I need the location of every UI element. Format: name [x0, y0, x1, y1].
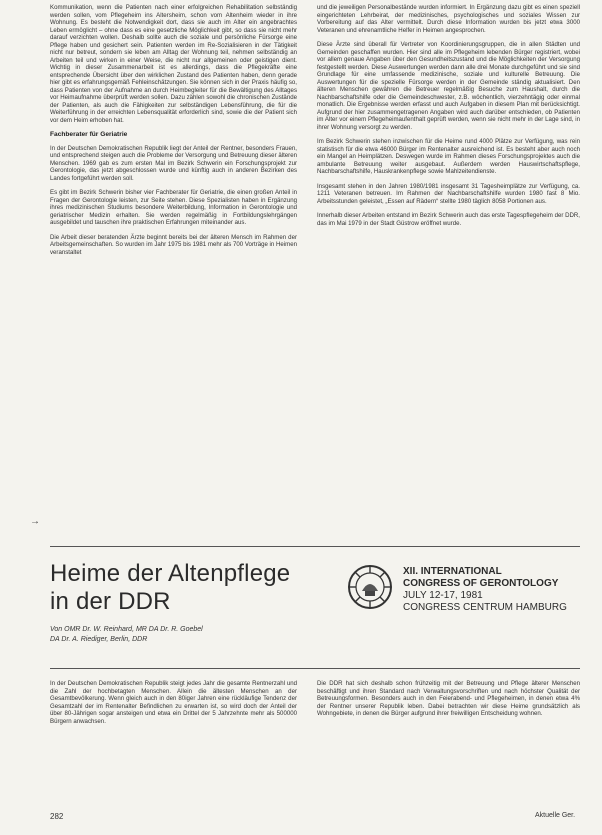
author-line: DA Dr. A. Riediger, Berlin, DDR [50, 636, 148, 643]
paragraph: Die DDR hat sich deshalb schon frühzeitig mit der Betreuung und Pflege älterer Menschen beschäftigt und ihren Standard nach Verwaltungsvorschriften und nach höchster Qualität der Betreuungsformen. Besonders auch in den Feierabend- und Pflegeheimen, in denen etwa 4% der Rentner unserer Republik leben. Dabei betrachten wir diese Heime grundsätzlich als Wohngebiete, in denen die Bürger aufgrund ihrer freiwilligen Entscheidung wohnen. [317, 680, 580, 717]
paragraph: In der Deutschen Demokratischen Republik liegt der Anteil der Rentner, besonders Frauen, und entsprechend steigen auch die Probleme der Versorgung und Betreuung dieser älteren Menschen. 1969 gab es zum ersten Mal im Bezirk Schwerin ein Forschungsprojekt zur Gerontologie, das jetzt abgeschlossen wurde und künftig auch in anderen Bezirken des Landes fortgeführt werden soll. [50, 144, 297, 182]
paragraph: Kommunikation, wenn die Patienten nach einer erfolgreichen Rehabilitation selbständig werden sollen, vom Pflegeheim ins Altersheim, schon vom Altenheim wieder in ihre Wohnung. Es besteht die Notwendigkeit dort, dass sie auch im Alter ein angebrachtes Leben ermöglicht – ohne dass es eine gesetzliche Möglichkeit gibt, so dass sie nicht mehr darauf verzichten wollen. Deshalb sollte auch die soziale und persönliche Fürsorge eine Pflege haben und gesichert sein. Patienten werden im Re-Sozialisieren in der Tätigkeit nicht nur betreut, sondern sie leben am Alltag der Wohnung teil, nehmen selbständig an Arbeiten teil und wirken in einer Weise, die nicht nur allgemeinen oder geistigen dient. Wichtig in dieser Zusammenarbeit ist es allerdings, dass die Pflegekräfte eine entsprechende Übersicht über den wirklichen Zustand des Patienten haben, denn gerade hier gibt es erfahrungsgemäß Fehleinschätzungen. Sie können sich in der Praxis häufig so, dass Patienten von der Aufnahme an durch Heimbegleiter für die Bewältigung des Alltages vor Heimaufnahme überprüft werden sollen. Dazu zählen sowohl die chronischen Zustände der Patienten, als auch die Fähigkeiten zur selbständigen Lebensführung, die für die Weiterführung in der erreichten Lebensqualität erforderlich sind, sowie die der Patient sich vor dem Heim erhoben hat. [50, 4, 297, 124]
divider [50, 668, 580, 669]
congress-logo-icon [346, 563, 394, 611]
journal-reference: Aktuelle Ger. [535, 812, 576, 819]
paragraph: Die Arbeit dieser beratenden Ärzte beginnt bereits bei der älteren Mensch im Rahmen der Arbeitsgemeinschaften. So wurden im Jahr 1975 bis 1981 mehr als 700 Vorträge in Heimen veranstaltet [50, 233, 297, 256]
congress-line: CONGRESS CENTRUM HAMBURG [403, 602, 567, 613]
congress-line: CONGRESS OF GERONTOLOGY [403, 578, 559, 589]
paragraph: Insgesamt stehen in den Jahren 1980/1981 insgesamt 31 Tagesheimplätze zur Verfügung, ca. 1211 Veteranen betreuen. Im Rahmen der Nachbarschaftshilfe wurden 1980 fast 8 Mio. Arbeitsstunden geleistet, „Essen auf Rädern“ stellte 1980 täglich 8058 Portionen aus. [317, 182, 580, 205]
paragraph: Diese Ärzte sind überall für Vertreter von Koordinierungsgruppen, die in allen Städten und Gemeinden geschaffen wurden. Hier sind alle im Pflegeheim lebenden Bürger registriert, wobei vor allem genaue Angaben über den Gesundheitszustand und die Möglichkeiten der Versorgung festgestellt werden. Diese Auswertungen werden dann alle drei Monate durchgeführt und sie sind Grundlage für eine umfassende medizinische, soziale und kulturelle Betreuung. Die Auswertungen für die spezielle Fürsorge werden in der Gemeinde ständig aktualisiert. Den älteren Menschen gewähren die Betreuer regelmäßig Besuche zum Haushalt, durch die Nachbarschaftshilfe oder die Gemeindeschwester, z.B. wöchentlich, vierzehntägig oder einmal monatlich. Die Ergebnisse werden erfasst und auch Aufgaben in diesem Plan mit berücksichtigt. Aufgrund der hier zusammengetragenen Angaben wird auch darüber entschieden, ob Patienten im Alter vor einem Pflegeheimaufenthalt geprüft werden, wenn sie nicht mehr in der Lage sind, in ihrer Wohnung versorgt zu werden. [317, 41, 580, 131]
left-column-bottom [50, 680, 297, 732]
paragraph: Innerhalb dieser Arbeiten entstand im Bezirk Schwerin auch das erste Tagespflegeheim der DDR, das im Mai 1979 in der Stadt Güstrow eröffnet wurde. [317, 212, 580, 227]
divider [50, 546, 580, 547]
page-number: 282 [50, 812, 64, 821]
author-line: Von OMR Dr. W. Reinhard, MR DA Dr. R. Goebel [50, 626, 203, 633]
article-authors [50, 625, 350, 645]
paragraph: und die jeweiligen Personalbestände wurden informiert. In Ergänzung dazu gibt es einen speziell eingerichteten Lehrbeirat, der medizinisches, psychologisches und soziales Wissen zur Vorbereitung auf das Alter vermittelt. Durch diese Information wurden bis jetzt etwa 3000 Veteranen und ehrenamtliche Helfer in Heimen angesprochen. [317, 4, 580, 34]
section-heading: Fachberater für Geriatrie [50, 131, 128, 138]
left-column-top [50, 4, 297, 263]
margin-arrow-icon: → [30, 516, 40, 527]
paragraph: In der Deutschen Demokratischen Republik steigt jedes Jahr die gesamte Rentnerzahl und die Zahl der hochbetagten Menschen. Allein die ältesten Menschen an der Gesamtbevölkerung. Wenn gleich auch in den 80iger Jahren eine rückläufige Tendenz der Gesamtzahl der im Rentenalter Befindlichen zu erwarten ist, so wird doch der Anteil der über 80-Jährigen sogar ansteigen und etwa ein Drittel der 5 Jahrzehnte mehr als 500000 Bürgern anwachsen. [50, 680, 297, 725]
title-line: in der DDR [50, 588, 171, 615]
congress-line: XII. INTERNATIONAL [403, 566, 502, 577]
paragraph: Es gibt im Bezirk Schwerin bisher vier Fachberater für Geriatrie, die einen großen Anteil in Fragen der Gerontologie leisten, zur Seite stehen. Diese Spezialisten haben in Ergänzung ihres medizinischen Studiums besondere Weiterbildung, Information in Gerontologie und geriatrischer Medizin erhalten. Sie werden regelmäßig in Fortbildungslehrgängen ausgebildet und tauschen ihre praktischen Erfahrungen miteinander aus. [50, 189, 297, 226]
right-column-bottom [317, 680, 580, 725]
title-line: Heime der Altenpflege [50, 560, 291, 587]
paragraph: Im Bezirk Schwerin stehen inzwischen für die Heime rund 4000 Plätze zur Verfügung, was rein statistisch für die etwa 46000 Bürger im Rentenalter ausreichend ist. Es besteht aber auch noch ein Mangel an Heimplätzen. Deswegen wurde im Rahmen dieses Forschungsprojektes auch die ambulante Betreuung weiter ausgebaut. Außerdem werden Hauswirtschaftspflege, Nachbarschaftshilfe, Hauskrankenpflege sowie Mahlzeitendienste. [317, 138, 580, 175]
right-column-top [317, 4, 580, 234]
congress-banner [403, 566, 583, 614]
article-title [50, 560, 350, 616]
congress-line: JULY 12-17, 1981 [403, 590, 483, 601]
